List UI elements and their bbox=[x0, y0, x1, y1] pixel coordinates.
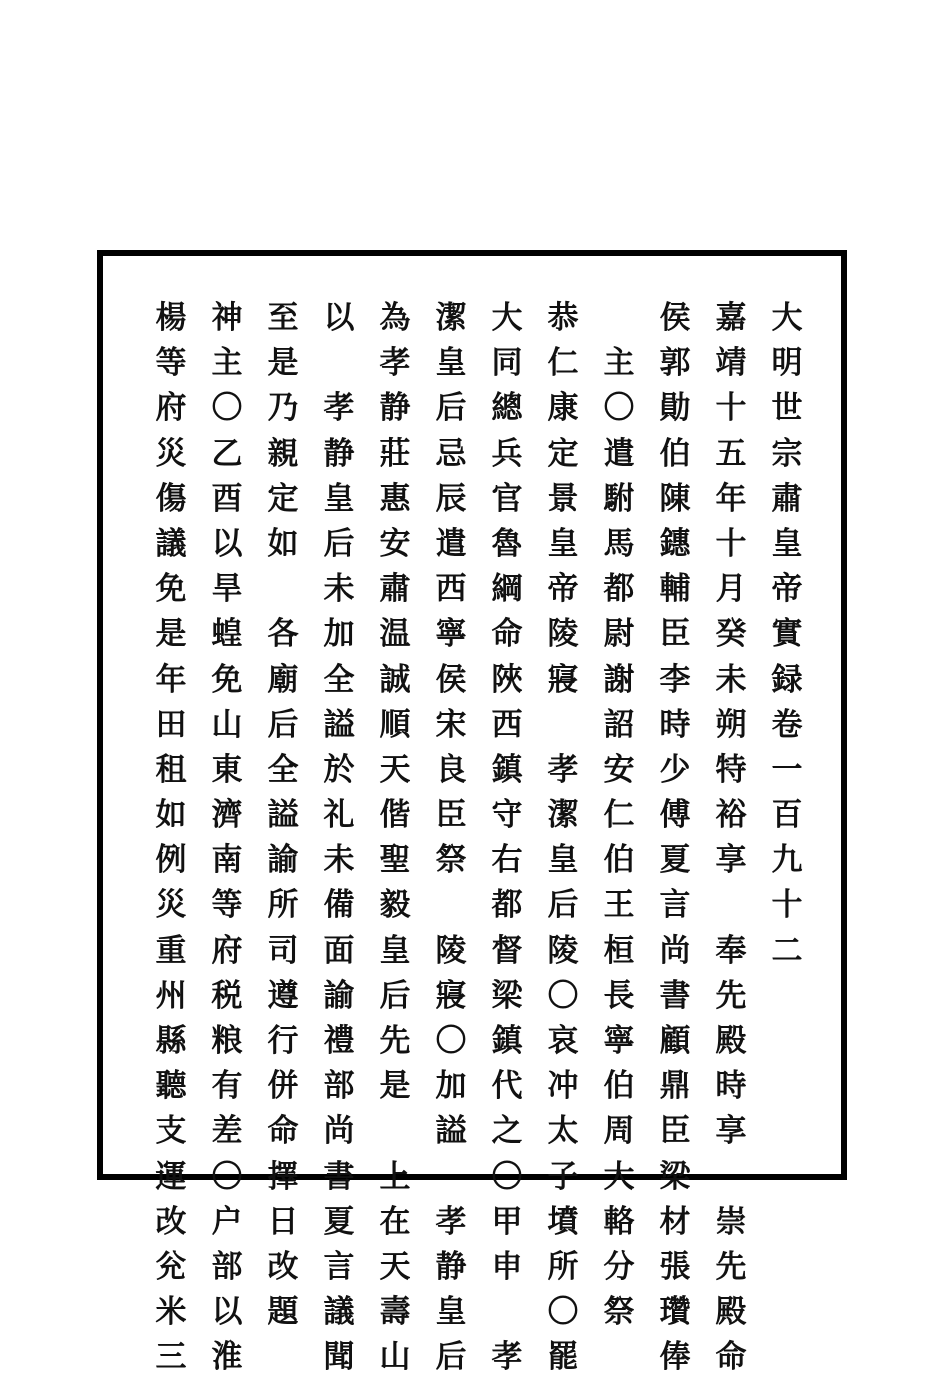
column-char: 尉 bbox=[603, 616, 635, 653]
column-char: 定 bbox=[267, 480, 299, 517]
column-char: 偕 bbox=[379, 797, 411, 834]
column-char: 改 bbox=[267, 1248, 299, 1285]
column-char: 如 bbox=[155, 797, 187, 834]
column-char: 南 bbox=[211, 842, 243, 879]
column-char: 先 bbox=[715, 1248, 747, 1285]
column-char: 全 bbox=[267, 751, 299, 788]
column-char: 詔 bbox=[603, 706, 635, 743]
column-char: 上 bbox=[379, 1158, 411, 1195]
column-char: 至 bbox=[267, 300, 299, 336]
column-char: 壽 bbox=[379, 1294, 411, 1331]
column-char: 總 bbox=[491, 390, 523, 427]
column-char: 陜 bbox=[491, 661, 523, 698]
column-char: 言 bbox=[659, 887, 691, 924]
column-char: 大 bbox=[603, 1158, 635, 1195]
column-char: 〇 bbox=[547, 1294, 579, 1331]
column-char: 所 bbox=[267, 887, 299, 924]
column-char: 馬 bbox=[603, 525, 635, 562]
column-char: 差 bbox=[211, 1113, 243, 1150]
column-char: 周 bbox=[603, 1113, 635, 1150]
column-char: 日 bbox=[267, 1203, 299, 1240]
column-char: 全 bbox=[323, 661, 355, 698]
column-char: 面 bbox=[323, 932, 355, 969]
column-char: 惠 bbox=[379, 480, 411, 517]
column-char: 楊 bbox=[155, 300, 187, 336]
column-char: 皇 bbox=[547, 525, 579, 562]
column-char: 備 bbox=[323, 887, 355, 924]
column-char: 以 bbox=[323, 300, 355, 336]
column-char: 天 bbox=[379, 1248, 411, 1285]
column-char: 併 bbox=[267, 1068, 299, 1105]
column-char: 康 bbox=[547, 390, 579, 427]
column-char: 酉 bbox=[211, 480, 243, 517]
column-char: 鼎 bbox=[659, 1068, 691, 1105]
column-char: 重 bbox=[155, 932, 187, 969]
column-char: 哀 bbox=[547, 1023, 579, 1059]
column-char: 十 bbox=[715, 525, 747, 562]
text-column bbox=[261, 296, 305, 1335]
column-char: 支 bbox=[155, 1113, 187, 1150]
column-char: 在 bbox=[379, 1203, 411, 1240]
column-char: 所 bbox=[547, 1248, 579, 1285]
column-char: 時 bbox=[659, 706, 691, 743]
column-char: 陵 bbox=[547, 616, 579, 653]
column-char: 年 bbox=[715, 480, 747, 517]
column-char: 崇 bbox=[715, 1203, 747, 1240]
column-char: 官 bbox=[491, 480, 523, 517]
column-char: 〇 bbox=[211, 1158, 243, 1195]
column-char: 尚 bbox=[659, 932, 691, 969]
column-char: 帝 bbox=[771, 571, 803, 608]
column-char: 大 bbox=[491, 300, 523, 336]
column-char: 顧 bbox=[659, 1023, 691, 1059]
column-char: 旱 bbox=[211, 571, 243, 608]
column-char: 議 bbox=[323, 1294, 355, 1331]
text-column bbox=[653, 296, 697, 1381]
column-char: 免 bbox=[211, 661, 243, 698]
column-char: 以 bbox=[211, 525, 243, 562]
column-char: 未 bbox=[715, 661, 747, 698]
column-char: 享 bbox=[715, 1113, 747, 1150]
column-char: 縣 bbox=[155, 1023, 187, 1059]
column-char: 辰 bbox=[435, 480, 467, 517]
column-char: 嘉 bbox=[715, 300, 747, 336]
column-char: 兵 bbox=[491, 435, 523, 472]
column-char: 謚 bbox=[323, 706, 355, 743]
column-char: 夏 bbox=[323, 1203, 355, 1240]
column-char: 甲 bbox=[491, 1203, 523, 1240]
column-char: 九 bbox=[771, 842, 803, 879]
column-char: 主 bbox=[211, 345, 243, 382]
column-char: 〇 bbox=[211, 390, 243, 427]
column-char: 殿 bbox=[715, 1023, 747, 1059]
column-char: 兊 bbox=[155, 1248, 187, 1285]
column-char: 傅 bbox=[659, 797, 691, 834]
column-char: 命 bbox=[491, 616, 523, 653]
text-area bbox=[103, 256, 841, 1376]
column-char: 災 bbox=[155, 435, 187, 472]
column-char: 宗 bbox=[771, 435, 803, 472]
column-char: 淮 bbox=[211, 1339, 243, 1376]
column-char: 帝 bbox=[547, 571, 579, 608]
column-char: 神 bbox=[211, 300, 243, 336]
column-char: 議 bbox=[155, 525, 187, 562]
column-char: 天 bbox=[379, 751, 411, 788]
column-char: 租 bbox=[155, 751, 187, 788]
column-char: 静 bbox=[323, 435, 355, 472]
column-char: 后 bbox=[323, 525, 355, 562]
column-char: 孝 bbox=[491, 1339, 523, 1376]
column-char: 書 bbox=[659, 977, 691, 1014]
column-char: 忌 bbox=[435, 435, 467, 472]
column-char: 鏸 bbox=[659, 525, 691, 562]
column-char: 孝 bbox=[547, 751, 579, 788]
column-char: 潔 bbox=[547, 797, 579, 834]
column-char: 孝 bbox=[379, 345, 411, 382]
text-column bbox=[317, 296, 361, 1381]
column-char: 守 bbox=[491, 797, 523, 834]
column-char: 材 bbox=[659, 1203, 691, 1240]
column-char: 三 bbox=[155, 1339, 187, 1376]
column-char: 寧 bbox=[603, 1023, 635, 1059]
column-char: 陵 bbox=[435, 932, 467, 969]
column-char: 俸 bbox=[659, 1339, 691, 1376]
column-char: 遣 bbox=[435, 525, 467, 562]
column-char: 罷 bbox=[547, 1339, 579, 1376]
column-char: 於 bbox=[323, 751, 355, 788]
column-char: 遵 bbox=[267, 977, 299, 1014]
column-char: 安 bbox=[603, 751, 635, 788]
column-char: 山 bbox=[379, 1339, 411, 1376]
column-char: 督 bbox=[491, 932, 523, 969]
column-char: 運 bbox=[155, 1158, 187, 1195]
column-char: 言 bbox=[323, 1248, 355, 1285]
column-char: 東 bbox=[211, 751, 243, 788]
column-char: 静 bbox=[379, 390, 411, 427]
column-char: 梁 bbox=[491, 977, 523, 1014]
column-char: 臣 bbox=[659, 616, 691, 653]
column-char: 裕 bbox=[715, 797, 747, 834]
column-char: 免 bbox=[155, 571, 187, 608]
column-char: 户 bbox=[211, 1203, 243, 1240]
column-char: 后 bbox=[435, 1339, 467, 1376]
column-char: 祭 bbox=[603, 1294, 635, 1331]
column-char: 張 bbox=[659, 1248, 691, 1285]
column-char: 皇 bbox=[435, 1294, 467, 1331]
column-char: 粮 bbox=[211, 1023, 243, 1059]
column-char: 廟 bbox=[267, 661, 299, 698]
column-char: 冲 bbox=[547, 1068, 579, 1105]
column-char: 禮 bbox=[323, 1023, 355, 1059]
text-column bbox=[373, 296, 417, 1381]
column-char: 朔 bbox=[715, 706, 747, 743]
column-char: 鎮 bbox=[491, 751, 523, 788]
column-char: 乙 bbox=[211, 435, 243, 472]
column-char: 諭 bbox=[267, 842, 299, 879]
column-char: 尚 bbox=[323, 1113, 355, 1150]
column-char: 宋 bbox=[435, 706, 467, 743]
text-column bbox=[597, 296, 641, 1335]
column-char: 申 bbox=[491, 1248, 523, 1285]
column-char: 大 bbox=[771, 300, 803, 336]
column-char: 桓 bbox=[603, 932, 635, 969]
column-char: 卷 bbox=[771, 706, 803, 743]
column-char: 少 bbox=[659, 751, 691, 788]
column-char: 后 bbox=[379, 977, 411, 1014]
column-char: 伯 bbox=[603, 1068, 635, 1105]
column-char: 諭 bbox=[323, 977, 355, 1014]
column-char: 改 bbox=[155, 1203, 187, 1240]
column-char: 濟 bbox=[211, 797, 243, 834]
column-char: 米 bbox=[155, 1294, 187, 1331]
column-char: 西 bbox=[491, 706, 523, 743]
column-char: 梁 bbox=[659, 1158, 691, 1195]
column-char: 長 bbox=[603, 977, 635, 1014]
column-char: 〇 bbox=[491, 1158, 523, 1195]
column-char: 等 bbox=[211, 887, 243, 924]
column-char: 后 bbox=[267, 706, 299, 743]
column-char: 良 bbox=[435, 751, 467, 788]
column-char: 是 bbox=[267, 345, 299, 382]
text-column bbox=[541, 296, 585, 1381]
column-char: 特 bbox=[715, 751, 747, 788]
column-char: 癸 bbox=[715, 616, 747, 653]
column-char: 乃 bbox=[267, 390, 299, 427]
column-char: 主 bbox=[603, 345, 635, 382]
column-char: 肅 bbox=[379, 571, 411, 608]
column-char: 后 bbox=[547, 887, 579, 924]
column-char: 誠 bbox=[379, 661, 411, 698]
column-char: 加 bbox=[323, 616, 355, 653]
column-char: 以 bbox=[211, 1294, 243, 1331]
column-char: 輔 bbox=[659, 571, 691, 608]
column-char: 蝗 bbox=[211, 616, 243, 653]
column-char: 臣 bbox=[659, 1113, 691, 1150]
column-char: 寢 bbox=[435, 977, 467, 1014]
column-char: 州 bbox=[155, 977, 187, 1014]
column-char: 仁 bbox=[603, 797, 635, 834]
column-char: 郭 bbox=[659, 345, 691, 382]
text-column bbox=[429, 296, 473, 1381]
text-column bbox=[485, 296, 529, 1381]
column-char: 順 bbox=[379, 706, 411, 743]
column-char: 等 bbox=[155, 345, 187, 382]
column-char: 安 bbox=[379, 525, 411, 562]
column-char: 例 bbox=[155, 842, 187, 879]
column-char: 先 bbox=[715, 977, 747, 1014]
column-char: 為 bbox=[379, 300, 411, 336]
column-char: 明 bbox=[771, 345, 803, 382]
column-char: 實 bbox=[771, 616, 803, 653]
column-char: 書 bbox=[323, 1158, 355, 1195]
column-char: 各 bbox=[267, 616, 299, 653]
column-char: 皇 bbox=[323, 480, 355, 517]
column-char: 分 bbox=[603, 1248, 635, 1285]
column-char: 右 bbox=[491, 842, 523, 879]
column-char: 都 bbox=[491, 887, 523, 924]
column-char: 侯 bbox=[659, 300, 691, 336]
column-char: 魯 bbox=[491, 525, 523, 562]
column-char: 未 bbox=[323, 842, 355, 879]
page-frame bbox=[97, 250, 847, 1376]
column-char: 百 bbox=[771, 797, 803, 834]
column-char: 之 bbox=[491, 1113, 523, 1150]
column-char: 定 bbox=[547, 435, 579, 472]
column-char: 享 bbox=[715, 842, 747, 879]
column-char: 毅 bbox=[379, 887, 411, 924]
column-char: 鎮 bbox=[491, 1023, 523, 1059]
column-char: 〇 bbox=[603, 390, 635, 427]
column-char: 題 bbox=[267, 1294, 299, 1331]
column-char: 仁 bbox=[547, 345, 579, 382]
column-char: 勛 bbox=[659, 390, 691, 427]
column-char: 景 bbox=[547, 480, 579, 517]
column-char: 五 bbox=[715, 435, 747, 472]
column-char: 司 bbox=[267, 932, 299, 969]
column-char: 税 bbox=[211, 977, 243, 1014]
text-column bbox=[765, 296, 809, 974]
column-char: 聞 bbox=[323, 1339, 355, 1376]
column-char: 輅 bbox=[603, 1203, 635, 1240]
column-char: 伯 bbox=[659, 435, 691, 472]
column-char: 皇 bbox=[547, 842, 579, 879]
column-char: 録 bbox=[771, 661, 803, 698]
column-char: 奉 bbox=[715, 932, 747, 969]
column-char: 皇 bbox=[771, 525, 803, 562]
column-char: 有 bbox=[211, 1068, 243, 1105]
column-char: 〇 bbox=[435, 1023, 467, 1059]
column-char: 如 bbox=[267, 525, 299, 562]
column-char: 太 bbox=[547, 1113, 579, 1150]
column-char: 瓚 bbox=[659, 1294, 691, 1331]
column-char: 肅 bbox=[771, 480, 803, 517]
text-column bbox=[709, 296, 753, 1381]
column-char: 是 bbox=[155, 616, 187, 653]
column-char: 西 bbox=[435, 571, 467, 608]
text-column bbox=[149, 296, 193, 1381]
column-char: 陵 bbox=[547, 932, 579, 969]
column-char: 一 bbox=[771, 751, 803, 788]
column-char: 綱 bbox=[491, 571, 523, 608]
column-char: 擇 bbox=[267, 1158, 299, 1195]
column-char: 遣 bbox=[603, 435, 635, 472]
column-char: 孝 bbox=[435, 1203, 467, 1240]
column-char: 月 bbox=[715, 571, 747, 608]
column-char: 孝 bbox=[323, 390, 355, 427]
column-char: 祭 bbox=[435, 842, 467, 879]
column-char: 親 bbox=[267, 435, 299, 472]
column-char: 恭 bbox=[547, 300, 579, 336]
column-char: 温 bbox=[379, 616, 411, 653]
column-char: 田 bbox=[155, 706, 187, 743]
column-char: 十 bbox=[771, 887, 803, 924]
column-char: 部 bbox=[323, 1068, 355, 1105]
column-char: 謝 bbox=[603, 661, 635, 698]
column-char: 謚 bbox=[435, 1113, 467, 1150]
column-char: 府 bbox=[211, 932, 243, 969]
column-char: 加 bbox=[435, 1068, 467, 1105]
column-char: 潔 bbox=[435, 300, 467, 336]
column-char: 傷 bbox=[155, 480, 187, 517]
column-char: 年 bbox=[155, 661, 187, 698]
column-char: 是 bbox=[379, 1068, 411, 1105]
column-char: 命 bbox=[267, 1113, 299, 1150]
column-char: 李 bbox=[659, 661, 691, 698]
column-char: 静 bbox=[435, 1248, 467, 1285]
column-char: 〇 bbox=[547, 977, 579, 1014]
column-char: 駙 bbox=[603, 480, 635, 517]
column-char: 臣 bbox=[435, 797, 467, 834]
column-char: 謚 bbox=[267, 797, 299, 834]
column-char: 聽 bbox=[155, 1068, 187, 1105]
column-char: 同 bbox=[491, 345, 523, 382]
column-char: 皇 bbox=[435, 345, 467, 382]
column-char: 寢 bbox=[547, 661, 579, 698]
text-column bbox=[205, 296, 249, 1381]
column-char: 府 bbox=[155, 390, 187, 427]
column-char: 礼 bbox=[323, 797, 355, 834]
column-char: 十 bbox=[715, 390, 747, 427]
column-char: 世 bbox=[771, 390, 803, 427]
column-char: 行 bbox=[267, 1023, 299, 1059]
column-char: 王 bbox=[603, 887, 635, 924]
column-char: 代 bbox=[491, 1068, 523, 1105]
column-char: 皇 bbox=[379, 932, 411, 969]
column-char: 未 bbox=[323, 571, 355, 608]
column-char: 先 bbox=[379, 1023, 411, 1059]
column-char: 都 bbox=[603, 571, 635, 608]
column-char: 陳 bbox=[659, 480, 691, 517]
column-char: 夏 bbox=[659, 842, 691, 879]
column-char: 墳 bbox=[547, 1203, 579, 1240]
column-char: 山 bbox=[211, 706, 243, 743]
column-char: 寧 bbox=[435, 616, 467, 653]
column-char: 殿 bbox=[715, 1294, 747, 1331]
column-char: 后 bbox=[435, 390, 467, 427]
column-char: 時 bbox=[715, 1068, 747, 1105]
column-char: 子 bbox=[547, 1158, 579, 1195]
column-char: 命 bbox=[715, 1339, 747, 1376]
column-char: 伯 bbox=[603, 842, 635, 879]
column-char: 部 bbox=[211, 1248, 243, 1285]
column-char: 災 bbox=[155, 887, 187, 924]
column-char: 聖 bbox=[379, 842, 411, 879]
column-char: 侯 bbox=[435, 661, 467, 698]
column-char: 靖 bbox=[715, 345, 747, 382]
column-char: 莊 bbox=[379, 435, 411, 472]
column-char: 二 bbox=[771, 932, 803, 969]
